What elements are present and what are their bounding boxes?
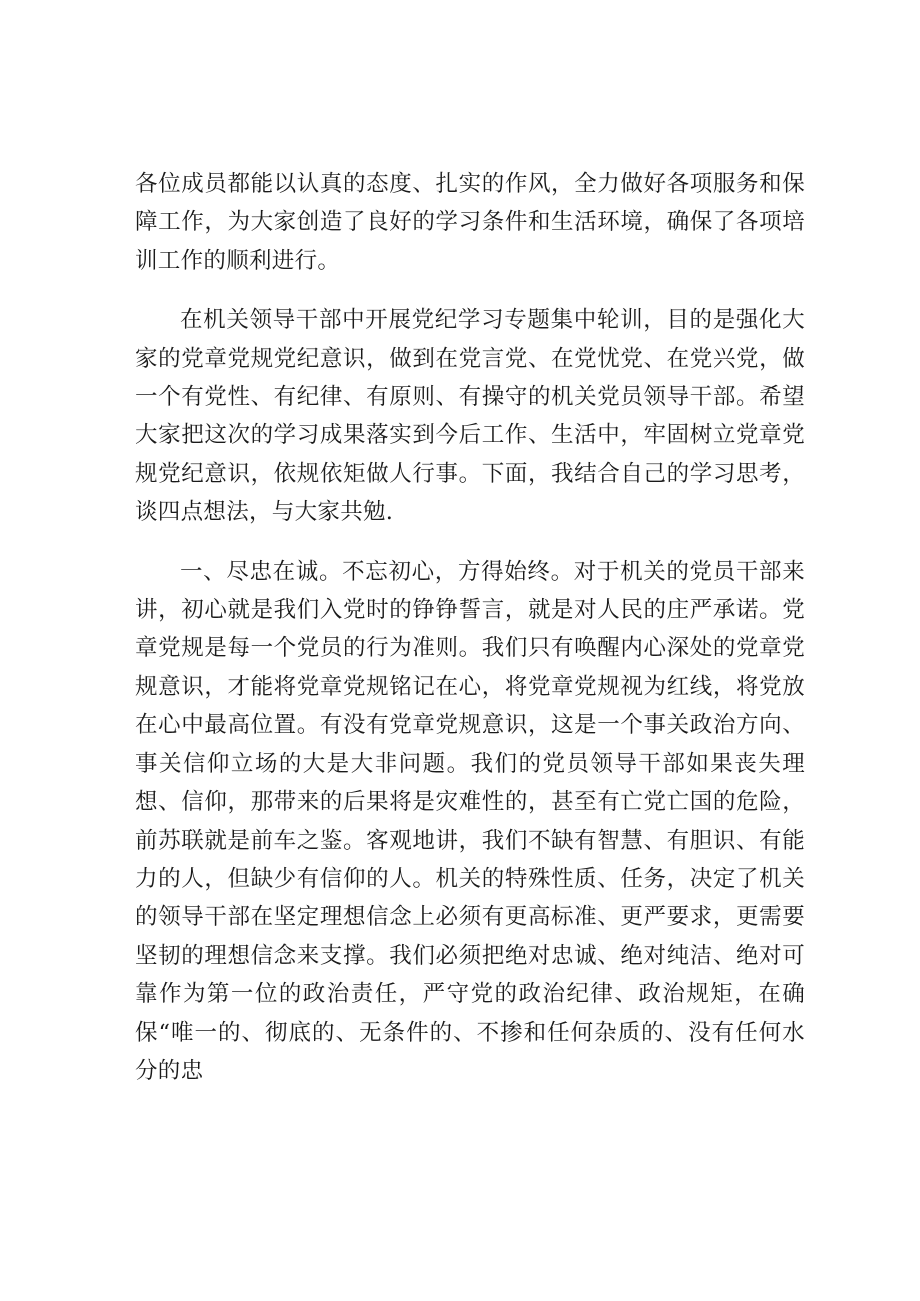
paragraph-continuation: 各位成员都能以认真的态度、扎实的作风，全力做好各项服务和保障工作，为大家创造了良好的学习条件和生活环境，确保了各项培训工作的顺利进行。 xyxy=(135,171,805,274)
paragraph-point-one: 一、尽忠在诚。不忘初心，方得始终。对于机关的党员干部来讲，初心就是我们入党时的铮铮誓言，就是对人民的庄严承诺。党章党规是每一个党员的行为准则。我们只有唤醒内心深处的党章党规意识，才能将党章党规铭记在心，将党章党规视为红线，将党放在心中最高位置。有没有党章党规意识，这是一个事关政治方向、事关信仰立场的大是大非问题。我们的党员领导干部如果丧失理想、信仰，那带来的后果将是灾难性的，甚至有亡党亡国的危险，前苏联就是前车之鉴。客观地讲，我们不缺有智慧、有胆识、有能力的人，但缺少有信仰的人。机关的特殊性质、任务，决定了机关的领导干部在坚定理想信念上必须有更高标准、更严要求，更需要坚韧的理想信念来支撑。我们必须把绝对忠诚、绝对纯洁、绝对可靠作为第一位的政治责任，严守党的政治纪律、政治规矩，在确保“唯一的、彻底的、无条件的、不掺和任何杂质的、没有任何水分的忠 xyxy=(135,558,805,1084)
paragraph-training-purpose: 在机关领导干部中开展党纪学习专题集中轮训，目的是强化大家的党章党规党纪意识，做到在党言党、在党忧党、在党兴党，做一个有党性、有纪律、有原则、有操守的机关党员领导干部。希望大家把这次的学习成果落实到今后工作、生活中，牢固树立党章党规党纪意识，依规依矩做人行事。下面，我结合自己的学习思考，谈四点想法，与大家共勉. xyxy=(135,307,805,526)
document-body xyxy=(135,165,805,1090)
